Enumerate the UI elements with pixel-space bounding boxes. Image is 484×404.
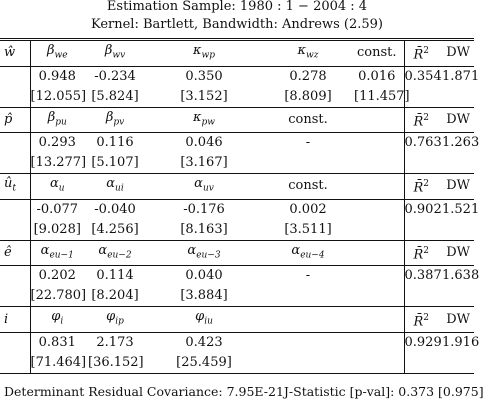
estimate-cell: 0.016 [358, 68, 396, 84]
coefficient-header [354, 240, 404, 266]
tstat-row [0, 286, 474, 307]
row-label [0, 66, 30, 87]
coefficient-header: DW [442, 240, 474, 266]
coefficient-header: $\beta_{pv}$ [88, 107, 146, 133]
block-header-row [0, 40, 474, 67]
estimate-cell: -0.234 [94, 68, 136, 84]
tstat-row [0, 153, 474, 174]
tstat-cell [404, 153, 442, 174]
coefficient-header: $\kappa_{pw}$ [146, 107, 266, 133]
equation-variable: i [0, 307, 30, 333]
row-label [0, 220, 30, 241]
estimate-cell: -0.176 [183, 201, 225, 217]
estimate-cell: 0.350 [185, 68, 223, 84]
caption-sample: Estimation Sample: 1980 : 1 − 2004 : 4 [106, 0, 368, 14]
coefficient-header: $\alpha_{eu-4}$ [266, 240, 354, 266]
row-label [0, 199, 30, 220]
tstat-cell: [71.464] [30, 353, 88, 374]
tstat-row [0, 87, 474, 108]
coefficient-header: $\beta_{we}$ [30, 40, 88, 67]
coefficient-header: $\alpha_u$ [30, 174, 88, 200]
tstat-cell [442, 353, 474, 374]
tstat-cell: [8.204] [88, 286, 146, 307]
estimate-cell: 0.763 [404, 133, 442, 154]
estimate-cell: 1.638 [442, 268, 480, 284]
block-header-row [0, 107, 474, 133]
tstat-cell [354, 353, 404, 374]
coefficient-header: R̄$^2$ [404, 40, 442, 67]
estimate-cell: 0.116 [96, 135, 134, 151]
estimate-cell: -0.077 [30, 199, 88, 220]
coefficient-header: $\varphi_{iu}$ [146, 307, 266, 333]
equation-variable: ê [0, 240, 30, 266]
tstat-cell: [22.780] [30, 286, 88, 307]
footer [0, 384, 484, 399]
estimate-cell: 0.278 [289, 68, 327, 84]
tstat-cell: [5.824] [88, 87, 146, 108]
estimate-row [0, 266, 474, 287]
tstat-cell: [25.459] [146, 353, 266, 374]
estimate-cell [354, 133, 404, 154]
caption-kernel: Kernel: Bartlett, Bandwidth: Andrews (2.59) [90, 17, 384, 32]
estimate-cell: 0.202 [30, 266, 88, 287]
estimate-row [0, 66, 474, 87]
table-body [0, 40, 480, 374]
block-header-row [0, 307, 474, 333]
estimate-cell: 0.831 [30, 332, 88, 353]
tstat-cell: [11.457] [354, 87, 404, 108]
estimate-cell: 1.916 [442, 334, 480, 350]
estimate-row [0, 133, 474, 154]
estimate-cell: 1.521 [442, 201, 480, 217]
tstat-cell [354, 286, 404, 307]
estimate-cell: 0.948 [30, 66, 88, 87]
coefficient-header [266, 307, 354, 333]
tstat-cell [442, 153, 474, 174]
tstat-cell: [36.152] [88, 353, 146, 374]
block-header-row [0, 240, 474, 266]
tstat-cell: [3.511] [266, 220, 354, 241]
estimate-cell [266, 332, 354, 353]
coefficient-header: $\varphi_i$ [30, 307, 88, 333]
determinant-residual-covariance: Determinant Residual Covariance: 7.95E-21 [4, 384, 284, 399]
estimate-cell: 0.002 [289, 201, 327, 217]
row-label [0, 133, 30, 154]
tstat-cell [404, 87, 442, 108]
tstat-cell: [3.884] [146, 286, 266, 307]
estimate-cell: 0.929 [404, 332, 442, 353]
coefficient-header: $\varphi_{ip}$ [88, 307, 146, 333]
estimate-cell [354, 199, 404, 220]
row-label [0, 87, 30, 108]
estimate-cell [354, 266, 404, 287]
estimate-cell: - [305, 268, 311, 284]
tstat-cell [442, 220, 474, 241]
tstat-cell: [12.055] [30, 87, 88, 108]
j-statistic: J-Statistic [p-val]: 0.373 [0.975] [283, 384, 484, 399]
estimate-cell: 1.263 [442, 135, 480, 151]
estimate-cell: 0.046 [185, 135, 223, 151]
row-label [0, 266, 30, 287]
equation-variable: ŵ [0, 40, 30, 67]
coefficient-header [354, 107, 404, 133]
estimate-cell: 0.293 [30, 133, 88, 154]
estimate-cell: 0.387 [404, 266, 442, 287]
estimate-cell: 0.902 [404, 199, 442, 220]
coefficient-header: $\kappa_{wz}$ [266, 40, 354, 67]
equation-variable: p̂ [0, 107, 30, 133]
coefficient-header: DW [442, 40, 474, 67]
estimate-cell: - [305, 135, 311, 151]
tstat-row [0, 353, 474, 374]
coefficient-header: R̄$^2$ [404, 307, 442, 333]
coefficient-header: $\alpha_{uv}$ [146, 174, 266, 200]
estimate-cell: 0.354 [404, 66, 442, 87]
row-label [0, 353, 30, 374]
coefficient-header: const. [266, 107, 354, 133]
regression-table [0, 38, 480, 374]
estimate-row [0, 332, 474, 353]
tstat-cell [442, 286, 474, 307]
coefficient-header: $\kappa_{wp}$ [146, 40, 266, 67]
tstat-cell [266, 153, 354, 174]
tstat-cell [442, 87, 474, 108]
coefficient-header: $\beta_{wv}$ [88, 40, 146, 67]
block-header-row [0, 174, 474, 200]
row-label [0, 332, 30, 353]
coefficient-header: const. [266, 174, 354, 200]
estimate-row [0, 199, 474, 220]
row-label [0, 286, 30, 307]
estimate-cell: 0.423 [185, 334, 223, 350]
coefficient-header: $\alpha_{ui}$ [88, 174, 146, 200]
tstat-cell [404, 353, 442, 374]
tstat-cell [354, 153, 404, 174]
tstat-cell: [4.256] [88, 220, 146, 241]
tstat-cell: [8.163] [146, 220, 266, 241]
coefficient-header [354, 307, 404, 333]
tstat-cell: [8.809] [266, 87, 354, 108]
row-label [0, 153, 30, 174]
tstat-cell [404, 286, 442, 307]
tstat-cell: [3.152] [146, 87, 266, 108]
coefficient-header [354, 174, 404, 200]
tstat-cell [404, 220, 442, 241]
coefficient-header: $\alpha_{eu-3}$ [146, 240, 266, 266]
coefficient-header: $\beta_{pu}$ [30, 107, 88, 133]
estimate-cell: 1.871 [442, 68, 480, 84]
tstat-cell [266, 286, 354, 307]
tstat-cell: [5.107] [88, 153, 146, 174]
estimate-cell [354, 332, 404, 353]
estimate-cell: 2.173 [96, 334, 134, 350]
estimate-cell: 0.040 [185, 268, 223, 284]
coefficient-header: $\alpha_{eu-1}$ [30, 240, 88, 266]
tstat-cell [266, 353, 354, 374]
tstat-cell: [13.277] [30, 153, 88, 174]
estimate-cell: -0.040 [94, 201, 136, 217]
coefficient-header: R̄$^2$ [404, 107, 442, 133]
tstat-cell: [9.028] [30, 220, 88, 241]
coefficient-header: DW [442, 107, 474, 133]
coefficient-header: const. [354, 40, 404, 67]
coefficient-header: $\alpha_{eu-2}$ [88, 240, 146, 266]
coefficient-header: DW [442, 174, 474, 200]
equation-variable: $û_t$ [0, 174, 30, 200]
tstat-row [0, 220, 474, 241]
tstat-cell: [3.167] [146, 153, 266, 174]
coefficient-header: R̄$^2$ [404, 174, 442, 200]
coefficient-header: DW [442, 307, 474, 333]
estimate-cell: 0.114 [96, 268, 134, 284]
tstat-cell [354, 220, 404, 241]
coefficient-header: R̄$^2$ [404, 240, 442, 266]
